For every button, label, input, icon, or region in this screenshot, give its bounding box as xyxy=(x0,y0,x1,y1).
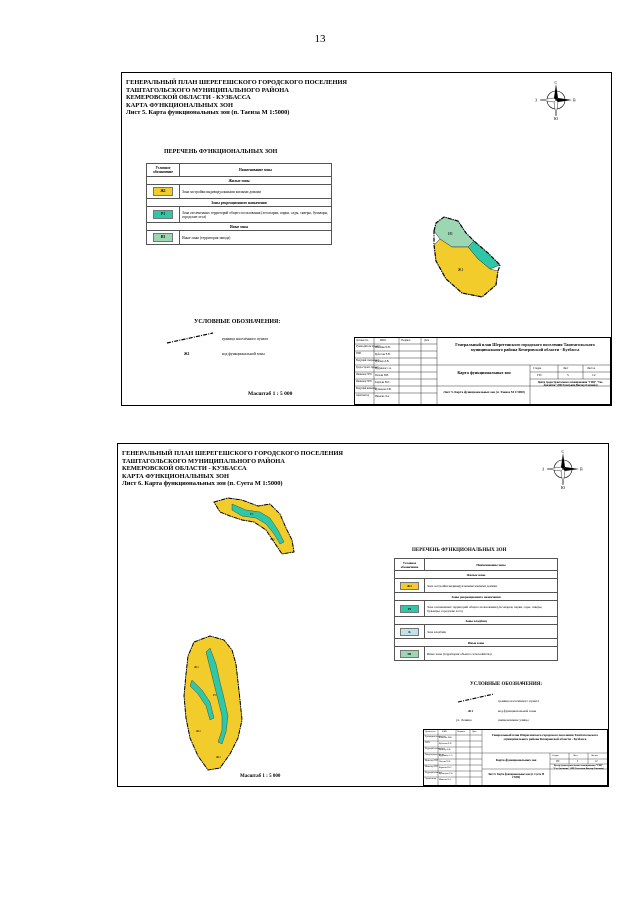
title-line: КЕМЕРОВСКОЙ ОБЛАСТИ - КУЗБАССА xyxy=(122,465,247,473)
zone-swatch-zh1: Ж1 xyxy=(153,187,173,196)
zone-text: Зона застройки индивидуальными жилыми домами xyxy=(425,579,558,593)
map-label: Р1 xyxy=(213,693,217,697)
title-line: Лист 5. Карта функциональных зон (п. Таенза М 1:5000) xyxy=(126,109,290,117)
stamp-stage-head: Стадия xyxy=(533,367,541,370)
stamp-person: Иванова Л.А. xyxy=(375,395,390,398)
stamp-role: Инженер ГРП xyxy=(356,373,372,376)
stamp-role: Архитектор xyxy=(356,394,370,397)
stamp-person: Кушнер Д.В. xyxy=(439,749,451,751)
stamp-role: Градостроит. проект xyxy=(356,366,379,369)
stamp-role: Ведущий специалист xyxy=(356,359,380,362)
map-label: Р1 xyxy=(250,512,254,516)
stamp-role: Инженер ГРП xyxy=(356,380,372,383)
zone-text: Зона кладбищ xyxy=(425,625,558,639)
stamp-role: Ведущий специалист xyxy=(425,748,445,750)
legend-symbol: Ж1 xyxy=(184,352,190,356)
stamp-role: Ведущий инженер xyxy=(425,772,443,774)
section-title: Зоны кладбищ xyxy=(395,617,558,625)
title-line: ТАШТАГОЛЬСКОГО МУНИЦИПАЛЬНОГО РАЙОНА xyxy=(122,457,285,465)
stamp-person: Карпова Ю.С. xyxy=(375,381,391,384)
map-label: Ж1 xyxy=(194,665,199,669)
stamp-person: Иванова Л.А. xyxy=(439,779,452,781)
scale-label: Масштаб 1 : 5 000 xyxy=(240,774,281,779)
border-line-icon xyxy=(165,331,215,345)
stamp-project: Генеральный план Шерегешского городского поселения Таштагольского муниципального района Кемеровской области - Кузбасса xyxy=(491,733,599,741)
stamp-person: Кубасова Е.В. xyxy=(439,743,452,745)
zone-swatch-k: К xyxy=(400,628,419,636)
stamp-doc: Карта функциональных зон xyxy=(495,758,537,762)
stamp-role: Руководитель проекта xyxy=(425,736,446,738)
col-designation: Условное обозначение xyxy=(395,559,425,571)
stamp-person: Фоменко И.В. xyxy=(375,346,391,349)
settlement-map xyxy=(422,213,542,308)
stamp-stage-head: Листов xyxy=(587,367,595,370)
stamp-person: Кубасова Е.В. xyxy=(375,353,391,356)
legend-symbol: ул. Ленина xyxy=(456,718,472,722)
compass-w: З xyxy=(542,466,545,472)
compass-rose-icon xyxy=(542,448,584,490)
col-designation: Условное обозначение xyxy=(147,164,180,177)
stamp-stage-val: 12 xyxy=(592,373,596,377)
zones-list-title: ПЕРЕЧЕНЬ ФУНКЦИОНАЛЬНЫХ ЗОН xyxy=(412,548,507,553)
legend-symbol: Ж1 xyxy=(468,709,474,713)
section-title: Жилые зоны xyxy=(147,177,332,185)
stamp-person: Кудряшов С.А. xyxy=(439,755,453,757)
stamp-person: Кузнецова Г.Ф. xyxy=(375,388,392,391)
title-line: ГЕНЕРАЛЬНЫЙ ПЛАН ШЕРЕГЕШСКОГО ГОРОДСКОГО ПОСЕЛЕНИЯ xyxy=(126,79,348,86)
map-label: Ж1 xyxy=(196,729,201,733)
stamp-head: Должность xyxy=(425,730,436,733)
legend-text: граница населённого пункта xyxy=(222,337,269,341)
title-line: Лист 6. Карта функциональных зон (п. Суета М 1:5000) xyxy=(122,480,283,488)
stamp-role: ГИП xyxy=(425,742,430,744)
zone-swatch-r1: Р1 xyxy=(153,210,173,219)
stamp-stage-head: Лист xyxy=(573,754,578,757)
stamp-doc: Карта функциональных зон xyxy=(457,370,511,375)
stamp-role: Инженер ГРП xyxy=(425,766,439,768)
legend-title: УСЛОВНЫЕ ОБОЗНАЧЕНИЯ: xyxy=(470,682,542,687)
stamp-person: Кузнецова Г.Ф. xyxy=(439,773,454,775)
stamp-role: Архитектор xyxy=(425,778,437,780)
stamp-head: ФИО xyxy=(380,339,386,342)
stamp-role: Ведущий инженер xyxy=(356,387,377,390)
zone-swatch-i1: И1 xyxy=(400,650,419,658)
stamp-stage-val: 6 xyxy=(577,760,579,763)
stamp-person: Кушнер Д.В. xyxy=(375,360,390,363)
stamp-person: Попова Н.В. xyxy=(375,374,389,377)
section-title: Иные зоны xyxy=(395,639,558,647)
zone-text: Иные зоны (территория объекта сельхозяйства) xyxy=(425,647,558,661)
title-line: КАРТА ФУНКЦИОНАЛЬНЫХ ЗОН xyxy=(122,472,229,480)
stamp-role: Инженер ГРП xyxy=(425,760,439,762)
scale-label: Масштаб 1 : 5 000 xyxy=(248,391,293,397)
stamp-head: Дата xyxy=(424,339,430,342)
compass-s: Ю xyxy=(554,116,559,121)
zone-swatch-r1: Р1 xyxy=(400,605,419,613)
title-line: КАРТА ФУНКЦИОНАЛЬНЫХ ЗОН xyxy=(126,101,233,109)
stamp-stage-val: 12 xyxy=(595,760,598,763)
zone-text: Зона озелененных территорий общего пользования (лесопарки, парки, сады, скверы, бульвары, городские леса) xyxy=(425,601,558,617)
border-line-icon xyxy=(456,692,496,704)
title-block xyxy=(423,729,608,786)
zones-table xyxy=(146,163,332,245)
stamp-project: Генеральный план Шерегешского городского поселения Таштагольского муниципального района Кемеровской области - Кузбасса xyxy=(455,342,595,352)
map-label: Ж1 xyxy=(216,755,221,759)
stamp-stage-head: Листов xyxy=(591,754,598,757)
stamp-person: Кудряшов С.А. xyxy=(375,367,392,370)
stamp-head: ФИО xyxy=(442,730,447,733)
stamp-sheet-name: Лист 6. Карта функциональных зон (п. Суета М 1:5000) xyxy=(487,773,545,780)
title-line: ГЕНЕРАЛЬНЫЙ ПЛАН ШЕРЕГЕШСКОГО ГОРОДСКОГО ПОСЕЛЕНИЯ xyxy=(122,450,344,457)
col-name: Наименование зоны xyxy=(180,164,332,177)
stamp-person: Карпова Ю.С. xyxy=(439,767,453,769)
section-title: Жилые зоны xyxy=(395,571,558,579)
zone-swatch-i1: И1 xyxy=(153,233,173,242)
zone-text: Зона озелененных территорий общего пользования (лесопарки, парки, сады, скверы, бульвары, городские леса) xyxy=(180,207,332,223)
zone-zh1-area xyxy=(214,498,294,554)
zone-zh1-area xyxy=(434,239,498,297)
zones-list-title: ПЕРЕЧЕНЬ ФУНКЦИОНАЛЬНЫХ ЗОН xyxy=(164,149,278,155)
section-title: Зоны рекреационного назначения xyxy=(395,593,558,601)
legend-title: УСЛОВНЫЕ ОБОЗНАЧЕНИЯ: xyxy=(194,319,281,325)
map-label: Ж1 xyxy=(458,267,464,272)
section-title: Иные зоны xyxy=(147,223,332,231)
stamp-role: ГИП xyxy=(356,352,362,355)
settlement-map-north xyxy=(212,496,302,558)
stamp-org: Центр градостроительного планирования "ГИЦ" "Гео-Аналитик" (ИП Гелетьянц Виктор Олегович) xyxy=(553,765,604,770)
title-line: КЕМЕРОВСКОЙ ОБЛАСТИ - КУЗБАССА xyxy=(126,94,251,102)
map-sheet-5 xyxy=(121,72,612,406)
compass-n: С xyxy=(554,80,558,85)
map-sheet-6 xyxy=(117,443,609,787)
stamp-person: Попова Н.В. xyxy=(439,761,451,763)
settlement-map-south xyxy=(180,634,250,774)
stamp-head: Подпись xyxy=(401,339,411,342)
col-name: Наименование зоны xyxy=(425,559,558,571)
stamp-head: Должность xyxy=(356,339,369,342)
stamp-role: Градостроит. проект xyxy=(425,754,444,756)
stamp-sheet-name: Лист 5. Карта функциональных зон (п. Таенза М 1:5000) xyxy=(443,390,525,394)
title-line: ТАШТАГОЛЬСКОГО МУНИЦИПАЛЬНОГО РАЙОНА xyxy=(126,86,289,94)
sheet-title xyxy=(126,79,347,117)
compass-w: З xyxy=(535,97,538,103)
stamp-stage-head: Лист xyxy=(563,367,569,370)
compass-e: В xyxy=(573,97,576,103)
zone-swatch-zh1: Ж1 xyxy=(400,582,419,590)
stamp-person: Фоменко И.В. xyxy=(439,737,453,739)
zone-text: Зона застройки индивидуальными жилыми домами xyxy=(180,185,332,199)
map-label: Ж1 xyxy=(270,537,275,541)
compass-s: Ю xyxy=(561,485,566,490)
stamp-role: Руководитель проекта xyxy=(356,345,381,348)
legend-text: код функциональной зоны xyxy=(498,709,537,713)
stamp-stage-head: Стадия xyxy=(552,754,559,757)
compass-n: С xyxy=(561,449,565,454)
page-number: 13 xyxy=(314,33,326,45)
stamp-head: Дата xyxy=(472,730,477,733)
stamp-head: Подпись xyxy=(457,730,466,733)
zone-text: Иные зоны (территория завода) xyxy=(180,231,332,245)
stamp-org: Центр градостроительного планирования "ГИЦ" "Гео-Аналитик" (ИП Гелетьянц Виктор Олегович) xyxy=(537,381,604,388)
map-label: И1 xyxy=(448,231,453,236)
compass-rose-icon xyxy=(535,79,577,121)
legend-text: наименование улицы xyxy=(498,718,529,722)
legend-text: граница населённого пункта xyxy=(498,699,540,703)
compass-e: В xyxy=(580,466,583,472)
stamp-stage-val: 5 xyxy=(567,373,569,377)
sheet-title xyxy=(122,450,343,488)
stamp-stage-val: ГП xyxy=(537,373,542,377)
title-block xyxy=(354,337,611,405)
section-title: Зоны рекреационного назначения xyxy=(147,199,332,207)
stamp-stage-val: ГП xyxy=(556,760,560,763)
zones-table xyxy=(394,558,558,661)
legend-text: код функциональной зоны xyxy=(222,352,265,356)
